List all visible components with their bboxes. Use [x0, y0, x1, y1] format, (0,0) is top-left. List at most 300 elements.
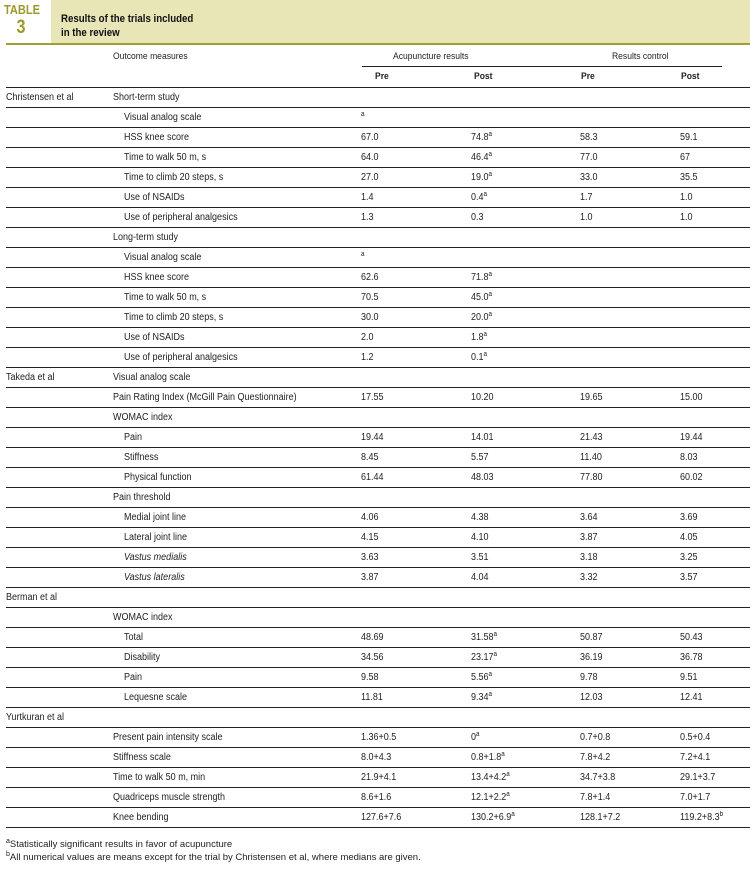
measure-cell [113, 528, 361, 548]
footnote-mark: a [488, 690, 493, 698]
value: 3.57 [680, 571, 698, 583]
value: 7.8+4.2 [580, 751, 611, 763]
value: 4.38 [471, 511, 489, 523]
table-row [6, 428, 750, 448]
value-cell [471, 728, 580, 748]
value-cell [471, 448, 580, 468]
value-cell [680, 168, 750, 188]
value: 0.5+0.4 [680, 731, 711, 743]
value-cell [471, 188, 580, 208]
value-cell [471, 528, 580, 548]
table-row [6, 748, 750, 768]
value: 30.0 [361, 311, 379, 323]
value: 50.43 [680, 631, 703, 643]
value-cell [471, 248, 580, 268]
value: 77.0 [580, 151, 598, 163]
study-cell [6, 448, 113, 468]
value-cell [471, 328, 580, 348]
value: 70.5 [361, 291, 379, 303]
value-cell [680, 308, 750, 328]
table-header [0, 0, 750, 43]
value: 3.63 [361, 551, 379, 563]
study-cell [6, 788, 113, 808]
measure-cell [113, 348, 361, 368]
study-cell [6, 388, 113, 408]
measure-name: Total [124, 631, 144, 643]
value-cell [680, 748, 750, 768]
value: 9.78 [580, 671, 598, 683]
value-cell [680, 788, 750, 808]
table-row [6, 648, 750, 668]
results-table [6, 88, 750, 828]
value: 0.7+0.8 [580, 731, 611, 743]
study-cell [6, 768, 113, 788]
footnote-mark: a [488, 130, 493, 138]
value-cell [580, 228, 680, 248]
value-cell [580, 108, 680, 128]
value: 4.04 [471, 571, 489, 583]
measure-name: Use of peripheral analgesics [124, 211, 238, 223]
value: 67.0 [361, 131, 379, 143]
value-cell [361, 628, 471, 648]
value-cell [580, 88, 680, 108]
value: 36.19 [580, 651, 603, 663]
table-row [6, 808, 750, 828]
study-cell [6, 248, 113, 268]
value-cell [361, 348, 471, 368]
measure-cell [113, 288, 361, 308]
study-cell [6, 308, 113, 328]
table-row [6, 448, 750, 468]
table-row [6, 328, 750, 348]
value-cell [580, 628, 680, 648]
value: 1.8$^a$ [471, 330, 488, 343]
value-cell [471, 688, 580, 708]
footnote-mark: a [483, 330, 488, 338]
footnote-mark: a [488, 290, 493, 298]
measure-name: Lateral joint line [124, 531, 188, 543]
measure-cell [113, 768, 361, 788]
value-cell [580, 268, 680, 288]
footnote-mark: a [476, 730, 480, 738]
measure-name: Long-term study [113, 231, 179, 243]
value-cell [680, 568, 750, 588]
title-band [51, 0, 750, 43]
value-cell [471, 128, 580, 148]
table-row [6, 588, 750, 608]
value-cell [680, 608, 750, 628]
footnote-mark: a [483, 350, 488, 358]
table-row [6, 668, 750, 688]
table-word: TABLE [4, 2, 41, 17]
study-cell [6, 468, 113, 488]
table-row [6, 628, 750, 648]
value-cell [680, 628, 750, 648]
value: 62.6 [361, 271, 379, 283]
measure-name: Pain threshold [113, 491, 171, 503]
value-cell [580, 768, 680, 788]
value-cell [471, 208, 580, 228]
value-cell [680, 288, 750, 308]
footnote-mark: a [6, 838, 10, 845]
value: 67 [680, 151, 691, 163]
col-ctl-post: Post [681, 71, 700, 82]
footnotes [6, 838, 750, 864]
col-group-acupuncture: Acupuncture results [393, 51, 469, 62]
value: 31.58$^a$ [471, 630, 498, 643]
measure-name: Stiffness scale [113, 751, 171, 763]
value-cell [471, 288, 580, 308]
measure-cell [113, 448, 361, 468]
value: 1.4 [361, 191, 374, 203]
table-row [6, 608, 750, 628]
footnote-mark: a [361, 250, 365, 258]
value-cell [680, 148, 750, 168]
value: 15.00 [680, 391, 703, 403]
measure-cell [113, 568, 361, 588]
value: 3.51 [471, 551, 489, 563]
value: 0.4$^a$ [471, 190, 488, 203]
value: 5.56$^a$ [471, 670, 493, 683]
value-cell [680, 188, 750, 208]
value-cell [580, 148, 680, 168]
value: 8.45 [361, 451, 379, 463]
value-cell [580, 128, 680, 148]
value: 50.87 [580, 631, 603, 643]
value-cell [361, 528, 471, 548]
value-cell [680, 548, 750, 568]
value-cell [361, 148, 471, 168]
value-cell [680, 588, 750, 608]
footnote-mark: a [488, 310, 493, 318]
value-cell [361, 228, 471, 248]
col-group-control: Results control [612, 51, 669, 62]
value-cell [361, 588, 471, 608]
value: 35.5 [680, 171, 698, 183]
table-label [4, 2, 41, 39]
value: 45.0$^a$ [471, 290, 493, 303]
value-cell [580, 188, 680, 208]
value-cell [361, 708, 471, 728]
value-cell [680, 228, 750, 248]
measure-cell [113, 328, 361, 348]
value: 71.8$^a$ [471, 270, 493, 283]
value-cell [361, 128, 471, 148]
measure-name: Knee bending [113, 811, 169, 823]
value: 5.57 [471, 451, 489, 463]
value: 8.6+1.6 [361, 791, 392, 803]
value-cell [580, 288, 680, 308]
study-cell [6, 648, 113, 668]
value-cell [580, 788, 680, 808]
table-row [6, 408, 750, 428]
value-cell [580, 648, 680, 668]
value-cell [471, 488, 580, 508]
value-cell [680, 248, 750, 268]
study-name: Takeda et al [6, 371, 55, 383]
value: 19.44 [361, 431, 384, 443]
measure-cell [113, 708, 361, 728]
value-cell [680, 328, 750, 348]
measure-name: WOMAC index [113, 411, 173, 423]
value: 12.1+2.2$^a$ [471, 790, 510, 803]
value: 9.51 [680, 671, 698, 683]
value-cell [471, 668, 580, 688]
value: 12.03 [580, 691, 603, 703]
value-cell [471, 628, 580, 648]
value: 74.8$^a$ [471, 130, 493, 143]
value: 0.3 [471, 211, 484, 223]
value-cell [361, 568, 471, 588]
table-number: 3 [16, 17, 26, 38]
measure-cell [113, 748, 361, 768]
value-cell [471, 588, 580, 608]
measure-cell [113, 668, 361, 688]
value-cell [471, 308, 580, 328]
value-cell [471, 768, 580, 788]
table-row [6, 788, 750, 808]
value-cell [471, 468, 580, 488]
study-cell [6, 108, 113, 128]
value-cell [580, 608, 680, 628]
measure-name: Time to walk 50 m, min [113, 771, 206, 783]
measure-name: Visual analog scale [124, 251, 202, 263]
measure-name: Use of NSAIDs [124, 331, 185, 343]
value: 9.34$^a$ [471, 690, 493, 703]
value-cell [680, 448, 750, 468]
study-cell [6, 368, 113, 388]
study-name: Yurtkuran et al [6, 711, 65, 723]
value-cell [471, 508, 580, 528]
measure-name: Physical function [124, 471, 192, 483]
value: 33.0 [580, 171, 598, 183]
table-row [6, 368, 750, 388]
value-cell [471, 88, 580, 108]
value-cell [471, 808, 580, 828]
value: 20.0$^a$ [471, 310, 493, 323]
col-ctl-pre: Pre [581, 71, 595, 82]
value: 3.69 [680, 511, 698, 523]
value-cell [580, 368, 680, 388]
table-row [6, 128, 750, 148]
value: 21.43 [580, 431, 603, 443]
study-cell [6, 728, 113, 748]
measure-cell [113, 248, 361, 268]
footnote [6, 838, 750, 851]
value-cell [580, 248, 680, 268]
value-cell [580, 808, 680, 828]
value: 11.81 [361, 691, 383, 703]
value-cell [580, 528, 680, 548]
value-cell [680, 468, 750, 488]
value: 3.87 [361, 571, 379, 583]
value: 14.01 [471, 431, 494, 443]
group-rule [362, 66, 722, 67]
value: 11.40 [580, 451, 602, 463]
value-cell [580, 348, 680, 368]
table-row [6, 488, 750, 508]
study-name: Christensen et al [6, 91, 74, 103]
study-cell [6, 348, 113, 368]
table-row [6, 288, 750, 308]
value-cell [471, 388, 580, 408]
value-cell [471, 748, 580, 768]
footnote-mark: b [6, 851, 10, 858]
study-cell [6, 568, 113, 588]
value-cell [361, 728, 471, 748]
value: 4.06 [361, 511, 379, 523]
value: 58.3 [580, 131, 598, 143]
measure-cell [113, 168, 361, 188]
value-cell [580, 388, 680, 408]
value: 10.20 [471, 391, 494, 403]
measure-name: Visual analog scale [113, 371, 191, 383]
measure-cell [113, 688, 361, 708]
study-cell [6, 588, 113, 608]
measure-cell [113, 468, 361, 488]
value-cell [471, 148, 580, 168]
value-cell [471, 428, 580, 448]
study-cell [6, 288, 113, 308]
value-cell [361, 648, 471, 668]
study-cell [6, 808, 113, 828]
measure-name: Vastus medialis [124, 551, 187, 563]
value-cell [580, 548, 680, 568]
measure-name: WOMAC index [113, 611, 173, 623]
value: 0.1$^a$ [471, 350, 488, 363]
table-row [6, 388, 750, 408]
value-cell [580, 568, 680, 588]
table-row [6, 308, 750, 328]
table-row [6, 188, 750, 208]
measure-cell [113, 208, 361, 228]
value-cell [580, 208, 680, 228]
measure-name: Vastus lateralis [124, 571, 185, 583]
value: 9.58 [361, 671, 379, 683]
study-cell [6, 688, 113, 708]
table-row [6, 548, 750, 568]
value: 34.7+3.8 [580, 771, 616, 783]
value-cell [680, 108, 750, 128]
footnote-mark: b [719, 810, 724, 818]
value-cell [680, 128, 750, 148]
value-cell [361, 808, 471, 828]
study-cell [6, 168, 113, 188]
measure-name: Short-term study [113, 91, 180, 103]
value-cell [361, 388, 471, 408]
study-cell [6, 268, 113, 288]
measure-cell [113, 728, 361, 748]
footnote-mark: a [511, 810, 515, 818]
value: 7.2+4.1 [680, 751, 711, 763]
measure-cell [113, 608, 361, 628]
measure-cell [113, 588, 361, 608]
value: 130.2+6.9$^a$ [471, 810, 515, 823]
value-cell [471, 708, 580, 728]
col-acu-post: Post [474, 71, 493, 82]
value [361, 112, 365, 124]
footnote-mark: a [506, 770, 510, 778]
value-cell [580, 748, 680, 768]
value-cell [361, 748, 471, 768]
value: 3.64 [580, 511, 598, 523]
value: 23.17$^a$ [471, 650, 498, 663]
value-cell [361, 288, 471, 308]
value: 119.2+8.3$^b$ [680, 810, 724, 823]
value-cell [580, 588, 680, 608]
measure-cell [113, 88, 361, 108]
measure-cell [113, 788, 361, 808]
col-outcome-measures: Outcome measures [113, 51, 188, 62]
value-cell [471, 568, 580, 588]
value-cell [580, 728, 680, 748]
value-cell [580, 168, 680, 188]
value: 128.1+7.2 [580, 811, 621, 823]
measure-name: Quadriceps muscle strength [113, 791, 226, 803]
value: 3.32 [580, 571, 598, 583]
measure-cell [113, 108, 361, 128]
study-cell [6, 148, 113, 168]
value-cell [361, 108, 471, 128]
value-cell [471, 548, 580, 568]
study-cell [6, 528, 113, 548]
value-cell [361, 328, 471, 348]
study-cell [6, 428, 113, 448]
footnote-mark: a [483, 190, 488, 198]
measure-cell [113, 148, 361, 168]
value-cell [361, 188, 471, 208]
footnote-text: All numerical values are means except for the trial by Christensen et al, where medians are given. [9, 852, 421, 863]
measure-cell [113, 508, 361, 528]
measure-name: HSS knee score [124, 131, 190, 143]
measure-cell [113, 808, 361, 828]
footnote-mark: a [488, 170, 493, 178]
value-cell [580, 708, 680, 728]
value-cell [361, 508, 471, 528]
value: 48.69 [361, 631, 384, 643]
footnote [6, 851, 750, 864]
study-cell [6, 628, 113, 648]
value-cell [680, 388, 750, 408]
value-cell [680, 668, 750, 688]
value-cell [471, 788, 580, 808]
study-name: Berman et al [6, 591, 58, 603]
study-cell [6, 748, 113, 768]
value-cell [680, 808, 750, 828]
value: 46.4$^a$ [471, 150, 493, 163]
value-cell [580, 488, 680, 508]
value-cell [680, 488, 750, 508]
value: 1.7 [580, 191, 593, 203]
measure-cell [113, 128, 361, 148]
value-cell [680, 708, 750, 728]
value: 0$^a$ [471, 730, 480, 743]
study-cell [6, 408, 113, 428]
value-cell [680, 268, 750, 288]
table-row [6, 528, 750, 548]
study-cell [6, 208, 113, 228]
value-cell [680, 688, 750, 708]
value: 1.0 [580, 211, 593, 223]
footnote-mark: a [501, 750, 505, 758]
study-cell [6, 188, 113, 208]
footnote-mark: a [493, 630, 498, 638]
value-cell [361, 208, 471, 228]
measure-name: Visual analog scale [124, 111, 202, 123]
value: 19.0$^a$ [471, 170, 493, 183]
value-cell [361, 428, 471, 448]
footnote-mark: a [488, 670, 493, 678]
